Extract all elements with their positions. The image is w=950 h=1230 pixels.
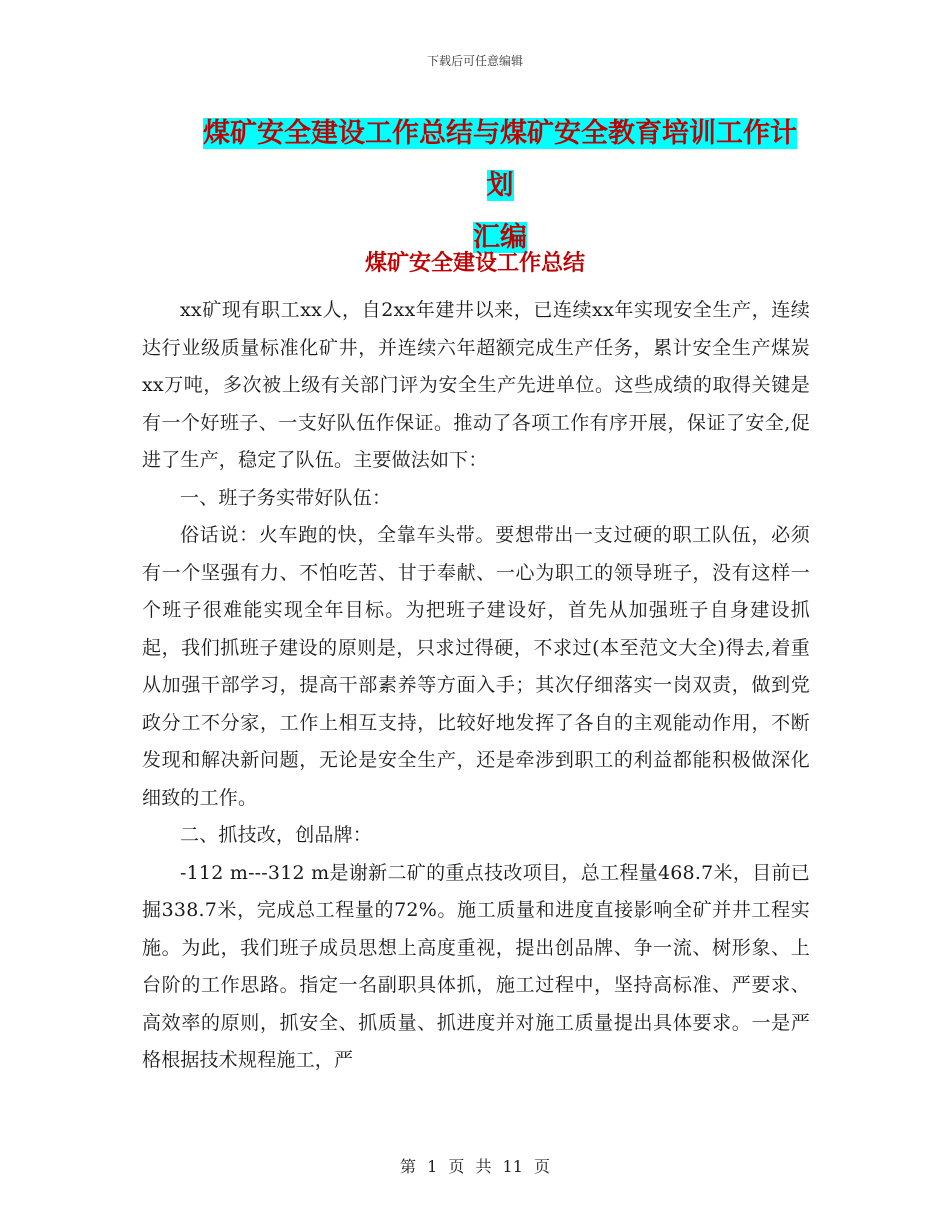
paragraph: 俗话说：火车跑的快，全靠车头带。要想带出一支过硬的职工队伍，必须有一个坚强有力、不怕吃苦、甘于奉献、一心为职工的领导班子，没有这样一个班子很难能实现全年目标。为把班子建设好，首先从加强班子自身建设抓起，我们抓班子建设的原则是，只求过得硬，不求过(本至范文大全)得去,着重从加强干部学习，提高干部素养等方面入手；其次仔细落实一岗双责，做到党政分工不分家，工作上相互支持，比较好地发挥了各自的主观能动作用，不断发现和解决新问题，无论是安全生产，还是牵涉到职工的利益都能积极做深化细致的工作。 bbox=[142, 524, 810, 809]
title-line-2: 汇编 bbox=[473, 222, 527, 253]
paragraph-heading: 二、抓技改，创品牌： bbox=[180, 824, 373, 846]
section-title: 煤矿安全建设工作总结 bbox=[364, 250, 585, 276]
paragraph-heading: 一、班子务实带好队伍： bbox=[180, 486, 392, 509]
body-text bbox=[142, 292, 810, 1080]
paragraph: -112 m---312 m是谢新二矿的重点技改项目，总工程量468.7米，目前已掘338.7米，完成总工程量的72%。施工质量和进度直接影响全矿并井工程实施。为此，我们班子成员思想上高度重视，提出创品牌、争一流、树形象、上台阶的工作思路。指定一名副职具体抓，施工过程中，坚持高标准、严要求、高效率的原则，抓安全、抓质量、抓进度并对施工质量提出具体要求。一是严格根据技术规程施工，严 bbox=[142, 861, 810, 1071]
page-footer: 第 1 页 共 11 页 bbox=[400, 1157, 550, 1176]
header-note: 下载后可任意编辑 bbox=[426, 54, 523, 68]
paragraph: xx矿现有职工xx人，自2xx年建井以来，已连续xx年实现安全生产，连续达行业级质量标准化矿井，并连续六年超额完成生产任务，累计安全生产煤炭xx万吨，多次被上级有关部门评为安全生产先进单位。这些成绩的取得关键是有一个好班子、一支好队伍作保证。推动了各项工作有序开展，保证了安全,促进了生产，稳定了队伍。主要做法如下： bbox=[142, 299, 810, 471]
document-title bbox=[190, 108, 810, 264]
title-line-1: 煤矿安全建设工作总结与煤矿安全教育培训工作计划 bbox=[203, 118, 797, 201]
